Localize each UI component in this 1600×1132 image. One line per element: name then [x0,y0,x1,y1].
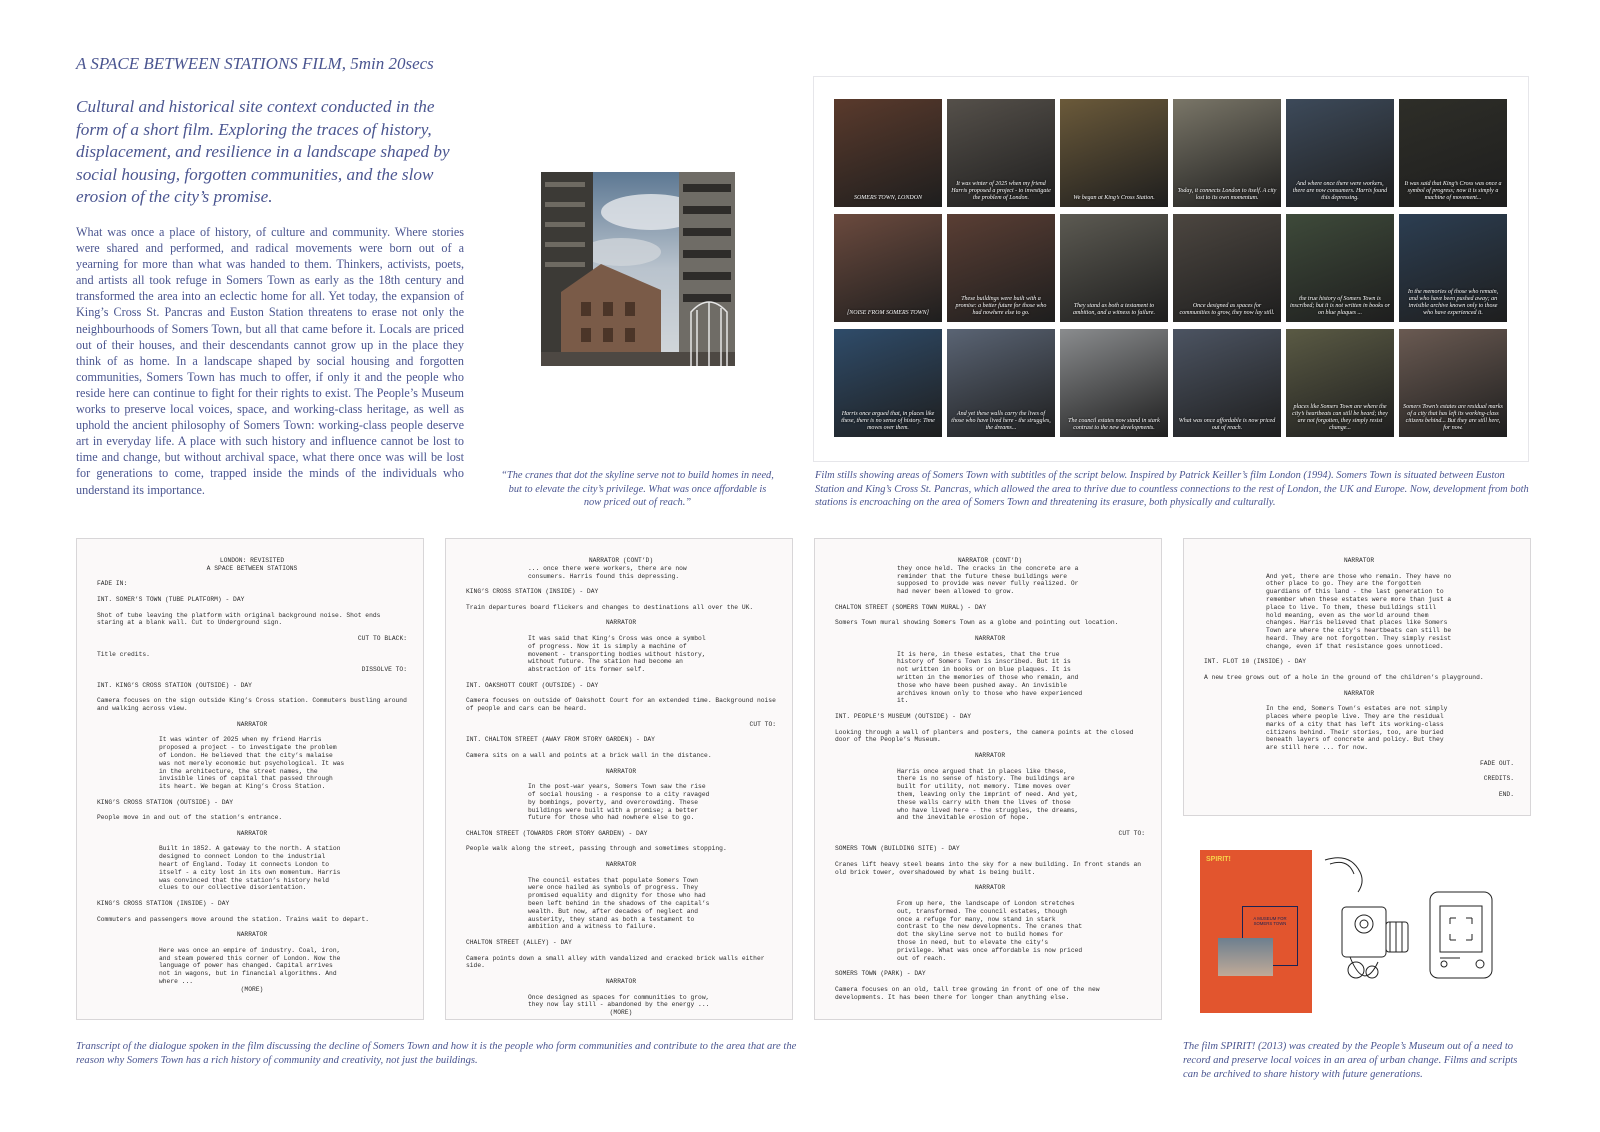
body-paragraph: What was once a place of history, of culture and community. Where stories were shared and performed, and radical movements were born out of a yearning for more than what was handed to them. Thinkers, activists, poets, and artists all took refuge in Somers Town as early as the 18th century and transformed the area into an eclectic home for all. Yet today, the expansion of King’s Cross St. Pancras and Euston Station threatens to erase not only the neighbourhoods of Somers Town, but all that came before it. Locals are priced out of their houses, and their descendants cannot grow up in the place they think of as home. In a landscape shaped by social housing and forgotten communities, Somers Town has much to offer, if only it and the people who reside here can continue to fight for their rights to exist. The People’s Museum works to preserve local voices, space, and working-class heritage, as well as uphold the ancient philosophy of Somers Town: working-class people deserve art in everyday life. A place with such history and influence cannot be lost to time and change, but without archival space, what there once was will be lost for generations to come, trapped inside the minds of the individuals who understand its importance. [76,225,464,497]
script-spacer [97,908,407,916]
film-still-subtitle: places like Somers Town are where the city’s heartbeats can still be heard; they are not forgotten, they simply resist change... [1292,404,1388,431]
film-still-subtitle: We began at King’s Cross Station. [1073,195,1155,201]
script-spacer [466,760,776,768]
script-spacer [835,721,1145,729]
script-spacer [466,822,776,830]
script-line: they once held. The cracks in the concrete are a reminder that the future these buildings were supposed to provide was never fully realized. Or had never been allowed to grow. [897,564,1083,596]
script-spacer [466,947,776,955]
script-line: NARRATOR [605,619,637,627]
film-still [1286,214,1394,322]
script-line: INT. SOMER’S TOWN (TUBE PLATFORM) - DAY [97,595,245,603]
script-line: In the end, Somers Town’s estates are not simply places where people live. They are the residual marks of a city that has left its working-class citizens behind. Their stories, too, are buried beneath layers of concrete and policy. But they are still here ... for now. [1266,705,1452,752]
script-line: In the post-war years, Somers Town saw the rise of social housing - a response to a city ravaged by bombings, poverty, and overcrowding. These buildings were built with a promise; a better future for those who had nowhere else to go. [528,783,714,822]
script-line: KING’S CROSS STATION (OUTSIDE) - DAY [97,798,234,806]
script-line: NARRATOR [974,634,1006,642]
script-spacer [97,923,407,931]
film-still [1399,329,1507,437]
script-line: Camera sits on a wall and points at a brick wall in the distance. [466,751,712,759]
script-line: It was winter of 2025 when my friend Harris proposed a project - to investigate the problem of London. He believed that the city’s malaise was not merely economic but psychological. It was in the architecture, the street names, the invisible lines of capital that passed through its heart. We began at King’s Cross Station. [159,736,348,791]
script-page-4 [1183,538,1531,816]
script-spacer [466,986,776,994]
script-line: Camera focuses on outside of Oakshott Court for an extended time. Background noise of people and cars can be heard. [466,697,780,713]
film-still-subtitle: It was said that King’s Cross was once a symbol of progress; now it is simply a machine of movement... [1404,181,1502,201]
script-spacer [835,877,1145,885]
script-line: NARRATOR [605,978,637,986]
script-spacer [1204,768,1514,776]
script-line: People move in and out of the station’s entrance. [97,814,283,822]
spirit-poster-box-text: A MUSEUM FOR SOMERS TOWN [1253,916,1287,926]
film-still-subtitle: Somers Town’s estates are residual marks of a city that has left its working-class citizens behind... But they are still here, for now. [1403,404,1503,431]
script-line: NARRATOR (CONT’D) [957,557,1023,564]
script-line: And yet, there are those who remain. They have no other place to go. They are the forgotten guardians of this land - the last generation to remember when these estates were more than just a place to live. To them, these buildings still hold meaning, even as the world around them changes. Harris believed that places like Somers Town are where the city’s heartbeats can still be heard. They are not forgotten. They simply resist change, even if that resistance goes unnoticed. [1266,572,1455,650]
script-line: A SPACE BETWEEN STATIONS [206,564,298,572]
script-spacer [835,962,1145,970]
camera-sketch [1320,852,1510,1012]
script-spacer [1204,752,1514,760]
script-line: NARRATOR [974,884,1006,892]
film-still [1399,99,1507,207]
script-spacer [466,627,776,635]
script-spacer [835,892,1145,900]
script-page-3 [814,538,1162,1020]
script-line: DISSOLVE TO: [361,666,407,674]
film-still [1286,329,1394,437]
script-line: NARRATOR [236,720,268,728]
script-spacer [97,729,407,737]
script-spacer [466,690,776,698]
script-spacer [97,939,407,947]
film-still [947,214,1055,322]
film-still [1286,99,1394,207]
script-line: Title credits. [97,650,150,658]
script-line: People walk along the street, passing through and sometimes stopping. [466,845,727,853]
script-line: INT. KING’S CROSS STATION (OUTSIDE) - DAY [97,681,252,689]
script-spacer [466,931,776,939]
film-still-subtitle: SOMERS TOWN, LONDON [853,195,923,201]
script-spacer [97,822,407,830]
film-still [947,99,1055,207]
script-line: (MORE) [240,985,264,993]
script-spacer [466,838,776,846]
film-still [834,99,942,207]
script-line: KING’S CROSS STATION (INSIDE) - DAY [466,588,599,596]
script-spacer [466,729,776,737]
script-spacer [97,604,407,612]
script-line: LONDON: REVISITED [219,557,285,564]
script-spacer [835,760,1145,768]
script-page-2 [445,538,793,1020]
transcript-caption: Transcript of the dialogue spoken in the film discussing the decline of Somers Town and how it is the people who form communities and contribute to the area that are the reason why Somers Town has a rich history of community and creativity, not just the buildings. [76,1041,797,1066]
script-line: CHALTON STREET (TOWARDS FROM STORY GARDEN) - DAY [466,829,648,837]
film-still-subtitle: They stand as both a testament to ambition, and a witness to failure. [1073,303,1155,316]
script-line: ... once there were workers, there are now consumers. Harris found this depressing. [528,564,691,580]
film-still-subtitle: Harris once argued that, in places like these, there is no sense of history. Time moves over them. [841,411,935,431]
script-line: Camera points down a small alley with vandalized and cracked brick walls either side. [466,954,769,970]
film-still [834,214,942,322]
script-spacer [466,596,776,604]
script-line: SOMERS TOWN (PARK) - DAY [835,970,926,978]
script-spacer [466,869,776,877]
script-line: NARRATOR [236,829,268,837]
script-spacer [835,978,1145,986]
script-spacer [97,658,407,666]
script-line: NARRATOR [1343,689,1375,697]
script-spacer [835,627,1145,635]
photo-caption: “The cranes that dot the skyline serve not to build homes in need, but to elevate the city’s privilege. What was once affordable is now priced out of reach.” [501,470,774,508]
script-spacer [835,643,1145,651]
script-spacer [466,580,776,588]
script-spacer [466,674,776,682]
film-still [1060,329,1168,437]
film-still [834,329,942,437]
film-stills-grid [813,76,1529,462]
film-still-subtitle: And where once there were workers, there are now consumers. Harris found this depressing. [1292,181,1388,201]
script-line: Here was once an empire of industry. Coal, iron, and steam powered this corner of London. Now the language of power has changed. Capital arrives not in wagons, but in financial algorithms. And where ... [159,946,345,986]
film-still-subtitle: Once designed as spaces for communities to grow, they now lay still. [1179,303,1275,316]
script-line: Commuters and passengers move around the station. Trains wait to depart. [97,915,370,923]
script-line: Train departures board flickers and changes to destinations all over the UK. [466,603,754,611]
script-spacer [835,838,1145,846]
script-spacer [1204,697,1514,705]
script-line: NARRATOR [974,751,1006,759]
script-line: It was said that King’s Cross was once a symbol of progress. Now it is simply a machine of movement - transporting bodies without history, without future. The station had become an abstraction of its former self. [528,634,710,674]
script-line: Harris once argued that in places like these, there is no sense of history. The buildings are built for utility, not memory. Time moves over them, leaving only the imprint of need. And yet, these walls carry with them the lives of those who have lived here - the struggles, the dreams, and the inevitable erosion of hope. [897,767,1083,822]
script-line: Shot of tube leaving the platform with original background noise. Shot ends staring at a blank wall. Cut to Underground sign. [97,611,385,627]
script-line: Camera focuses on the sign outside King’s Cross station. Commuters bustling around and walking across view. [97,697,411,713]
film-still [1173,329,1281,437]
script-spacer [466,744,776,752]
script-line: INT. FLOT 10 (INSIDE) - DAY [1204,658,1307,666]
script-line: INT. CHALTON STREET (AWAY FROM STORY GARDEN) - DAY [466,736,655,744]
script-line: NARRATOR [1343,557,1375,564]
script-spacer [97,791,407,799]
script-line: END. [1498,790,1514,798]
script-spacer [97,588,407,596]
script-line: A new tree grows out of a hole in the ground of the children’s playground. [1204,673,1484,681]
script-line: Somers Town mural showing Somers Town as a globe and pointing out location. [835,619,1119,627]
script-spacer [1204,666,1514,674]
script-spacer [835,596,1145,604]
film-still [1060,99,1168,207]
script-spacer [97,643,407,651]
script-line: INT. OAKSHOTT COURT (OUTSIDE) - DAY [466,681,599,689]
script-page-1 [76,538,424,1020]
film-still [1060,214,1168,322]
script-spacer [97,690,407,698]
script-spacer [835,822,1145,830]
script-line: CHALTON STREET (ALLEY) - DAY [466,939,572,947]
script-spacer [466,775,776,783]
script-line: FADE OUT. [1479,759,1514,767]
script-line: SOMERS TOWN (BUILDING SITE) - DAY [835,845,960,853]
script-line: From up here, the landscape of London stretches out, transformed. The council estates, though once a refuge for many, now stand in stark contrast to the new developments. The cranes that dot the skyline serve not to build homes for those in need, but to elevate the city’s privilege. What was once affordable is now priced out of reach. [897,900,1086,962]
spirit-poster-photo [1218,938,1273,976]
film-still [1399,214,1507,322]
script-line: Camera focuses on an old, tall tree growing in front of one of the new developments. It has been there for longer than anything else. [835,985,1104,1001]
film-still-subtitle: The council estates now stand in stark contrast to the new developments. [1068,418,1160,431]
script-spacer [97,892,407,900]
script-line: FADE IN: [97,580,128,588]
script-line: CUT TO BLACK: [357,634,407,642]
script-line: The council estates that populate Somers Town were once hailed as symbols of progress. They promised equality and dignity for those who had been left behind in the shadows of the capital’s wealth. But now, after decades of neglect and austerity, they stand as both a testament to ambition and a witness to failure. [528,876,714,931]
spirit-caption: The film SPIRIT! (2013) was created by the People’s Museum out of a need to record and preserve local voices in an area of urban change. Films and scripts can be archived to share history with future generations. [1183,1041,1518,1080]
film-still-subtitle: And yet these walls carry the lives of those who have lived here - the struggles, the dreams... [951,411,1051,431]
script-spacer [97,674,407,682]
script-line: It is here, in these estates, that the true history of Somers Town is inscribed. But it is not written in books or on blue plaques. It is written in the memories of those who remain, and those who have been pushed away. An invisible archives known only to those who have experienced it. [897,650,1086,705]
script-line: NARRATOR [236,931,268,939]
script-spacer [97,807,407,815]
script-spacer [97,573,407,581]
script-spacer [835,612,1145,620]
script-line: NARRATOR (CONT’D) [588,557,654,564]
script-spacer [466,853,776,861]
script-spacer [97,627,407,635]
script-spacer [466,612,776,620]
film-still-subtitle: These buildings were built with a promise: a better future for those who had nowhere else to go. [955,296,1047,316]
film-still-subtitle: the true history of Somers Town is inscribed; but it is not written in books or on blue plaques ... [1290,296,1390,316]
script-spacer [466,713,776,721]
script-line: NARRATOR [605,767,637,775]
film-stills-caption: Film stills showing areas of Somers Town with subtitles of the script below. Inspired by Patrick Keiller’s film London (1994). Somers Town is situated between Euston Station and King’s Cross St. Pancras, which allowed the area to thrive due to countless connections to the rest of London, the UK and Europe. Now, development from both stations is encroaching on the area of Somers Town and threatening its erasure, both physically and culturally. [815,470,1529,509]
film-still-subtitle: Today, it connects London to itself. A city lost to its own momentum. [1177,188,1277,201]
script-line: Once designed as spaces for communities to grow, they now lay still - abandoned by the energy ... [528,993,714,1009]
script-spacer [835,744,1145,752]
script-spacer [1204,651,1514,659]
film-still-subtitle: It was winter of 2025 when my friend Harris proposed a project - to investigate the problem of London. [951,181,1051,201]
script-spacer [1204,682,1514,690]
script-line: Cranes lift heavy steel beams into the sky for a new building. In front stands an old brick tower, overshadowed by what is being built. [835,861,1145,876]
script-line: CUT TO: [749,720,776,728]
script-line: CHALTON STREET (SOMERS TOWN MURAL) - DAY [835,603,987,611]
script-spacer [835,853,1145,861]
script-line: CUT TO: [1118,829,1145,837]
script-line: CREDITS. [1483,775,1514,783]
spirit-poster-title: SPIRIT! [1206,856,1231,863]
script-line: INT. PEOPLE’S MUSEUM (OUTSIDE) - DAY [835,712,972,720]
film-still [947,329,1055,437]
spirit-poster [1200,850,1312,1013]
script-line: (MORE) [609,1009,633,1017]
film-still-subtitle: [NOISE FROM SOMERS TOWN] [846,310,930,316]
film-still [1173,214,1281,322]
script-line: NARRATOR [605,861,637,869]
building-photo [541,172,735,366]
film-still-subtitle: What was once affordable is now priced out of reach. [1178,418,1276,431]
script-spacer [466,970,776,978]
film-title: A SPACE BETWEEN STATIONS FILM, 5min 20secs [76,54,434,73]
script-line: Looking through a wall of planters and posters, the camera points at the closed door of the People’s Museum. [835,728,1138,744]
lead-paragraph: Cultural and historical site context conducted in the form of a short film. Exploring the traces of history, displacement, and resilience in a landscape shaped by social housing, forgotten communities, and the slow erosion of the city’s promise. [76,97,450,206]
script-spacer [1204,783,1514,791]
film-still [1173,99,1281,207]
film-still-subtitle: In the memories of those who remain, and who have been pushed away; an invisible archive known only to those who have experienced it. [1407,289,1499,316]
script-line: Built in 1852. A gateway to the north. A station designed to connect London to the industrial heart of England. Today it connects London to itself - a city lost in its own momentum. Harris was convinced that the station’s history held clues to our collective disorientation. [159,845,345,892]
script-spacer [1204,565,1514,573]
script-spacer [835,705,1145,713]
script-line: KING’S CROSS STATION (INSIDE) - DAY [97,900,230,908]
script-spacer [97,838,407,846]
script-spacer [97,713,407,721]
